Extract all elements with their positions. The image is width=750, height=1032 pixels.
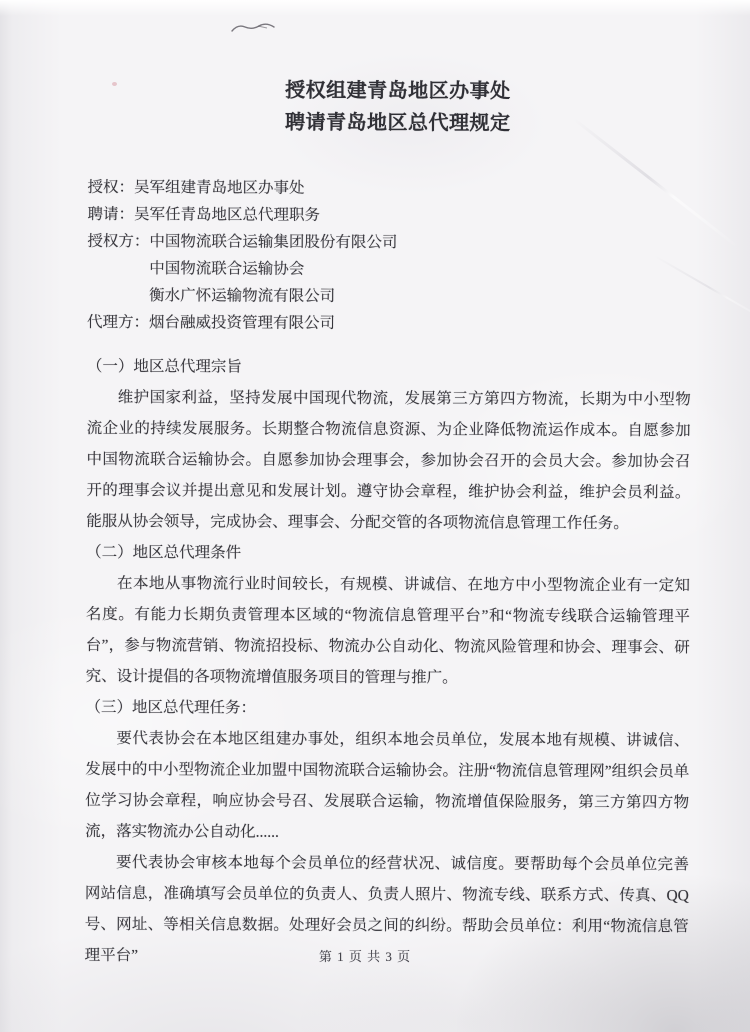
meta-line-authorizer-3: 衡水广怀运输物流有限公司 [149,287,336,305]
page-number: 第 1 页 共 3 页 [318,949,412,964]
title-line-2: 聘请青岛地区总代理规定 [285,111,511,135]
document-title [88,74,692,140]
pen-scratch-artifact [230,20,278,41]
section-heading-purpose: （一）地区总代理宗旨 [86,357,242,376]
meta-line-authorization: 授权：吴军组建青岛地区办事处 [87,178,305,197]
section-heading-tasks: （三）地区总代理任务： [85,698,257,717]
meta-line-authorizer-2: 中国物流联合运输协会 [149,260,305,278]
title-line-1: 授权组建青岛地区办事处 [285,79,511,103]
meta-line-agent: 代理方：烟台融威投资管理有限公司 [87,313,336,332]
document-body [85,351,691,973]
document-content [85,74,692,973]
meta-line-authorizer-1: 授权方：中国物流联合运输集团股份有限公司 [87,232,398,252]
paragraph-tasks-1: 要代表协会在本地区组建办事处，组织本地会员单位，发展本地有规模、讲诚信、发展中的中小型物流企业加盟中国物流联合运输协会。注册“物流信息管理网”组织会员单位学习协会章程，响应协会号召、发展联合运输，物流增值保险服务，第三方第四方物流，落实物流办公自动化...... [85,730,690,841]
paragraph-purpose: 维护国家利益，坚持发展中国现代物流，发展第三方第四方物流，长期为中小型物流企业的持续发展服务。长期整合物流信息资源、为企业降低物流运作成本。自愿参加中国物流联合运输协会。自愿参加协会理事会，参加协会召开的会员大会。参加协会召开的理事会议并提出意见和发展计划。遵守协会章程，维护协会利益，维护会员利益。能服从协会领导，完成协会、理事会、分配交管的各项物流信息管理工作任务。 [86,389,691,533]
paragraph-conditions: 在本地从事物流行业时间较长，有规模、讲诚信、在地方中小型物流企业有一定知名度。有能力长期负责管理本区域的“物流信息管理平台”和“物流专线联合运输管理平台”，参与物流营销、物流招投标、物流办公自动化、物流风险管理和协会、理事会、研究、设计提倡的各项物流增值服务项目的管理与推广。 [85,575,691,687]
section-heading-conditions: （二）地区总代理条件 [86,543,242,562]
meta-block [87,174,692,338]
meta-line-appointment: 聘请：吴军任青岛地区总代理职务 [87,205,321,224]
paragraph-tasks-2: 要代表协会审核本地每个会员单位的经营状况、诚信度。要帮助每个会员单位完善网站信息，准确填写会员单位的负责人、负责人照片、物流专线、联系方式、传真、QQ 号、网址、等相关信息数据。处理好会员之间的纠纷。帮助会员单位：利用“物流信息管理平台” [84,854,690,965]
